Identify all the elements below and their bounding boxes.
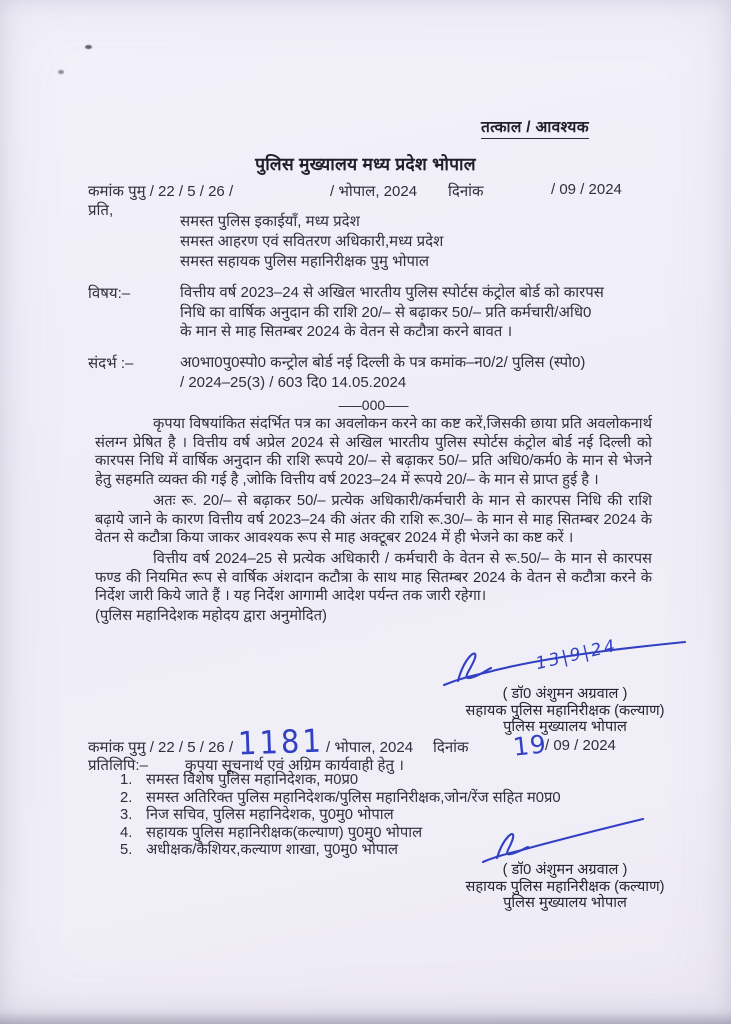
copy-list-item xyxy=(120,772,561,790)
signatory-name: ( डॉ0 अंशुमन अग्रवाल ) xyxy=(502,862,628,878)
signatory-name: ( डॉ0 अंशुमन अग्रवाल ) xyxy=(502,686,628,702)
reference-line: / 2024–25(3) / 603 दि0 14.05.2024 xyxy=(180,373,407,391)
urgency-label: तत्काल / आवश्यक xyxy=(481,115,589,139)
recipient-line: समस्त सहायक पुलिस महानिरीक्षक पुमु भोपाल xyxy=(180,253,430,270)
approval-note: (पुलिस महानिदेशक महोदय द्वारा अनुमोदित) xyxy=(95,608,327,625)
body-paragraph: अतः रू. 20/– से बढ़ाकर 50/– प्रत्येक अधिकारी/कर्मचारी के मान से कारपस निधि की राशि बढ़ाये जाने के कारण वित्तीय वर्ष 2023–24 की अंतर की राशि रू.30/– के मान से माह सितम्बर 2024 के वेतन से कटौत्रा किया जाकर आवश्यक रूप से माह अक्टूबर 2024 में ही भेजने का कष्ट करें । xyxy=(95,492,652,547)
copy-list-item xyxy=(120,790,561,808)
separator-000: –––000––– xyxy=(338,397,409,413)
recipient-line: समस्त आहरण एवं सवितरण अधिकारी,मध्य प्रदेश xyxy=(180,233,444,250)
item-number: 5. xyxy=(120,842,133,859)
signatory-office: पुलिस मुख्यालय भोपाल xyxy=(503,719,627,735)
letterhead-title: पुलिस मुख्यालय मध्य प्रदेश भोपाल xyxy=(255,154,476,174)
item-number: 3. xyxy=(120,807,133,824)
date-label: दिनांक xyxy=(433,739,469,756)
signature-ink xyxy=(475,816,675,864)
scan-speck xyxy=(58,70,64,74)
item-text: निज सचिव, पुलिस महानिदेशक, पु0मु0 भोपाल xyxy=(146,807,394,824)
recipient-line: समस्त पुलिस इकाईयॉं, मध्य प्रदेश xyxy=(180,213,360,230)
body-paragraph: वित्तीय वर्ष 2024–25 से प्रत्येक अधिकारी / कर्मचारी के वेतन से रू.50/– के मान से कारपस फण्ड की नियमित रूप से वार्षिक अंशदान कटौत्रा के साथ माह सितम्बर 2024 के वेतन से कटौत्रा करने के निर्देश जारी किये जाते हैं । यह निर्देश आगामी आदेश पर्यन्त तक जारी रहेगा। xyxy=(95,550,652,605)
salutation: प्रति, xyxy=(88,202,114,219)
letter-number: कमांक पुमु / 22 / 5 / 26 / xyxy=(88,183,234,200)
handwritten-day: 19 xyxy=(511,729,549,762)
reference-text xyxy=(180,353,585,392)
signatory-designation: सहायक पुलिस महानिरीक्षक (कल्याण) xyxy=(465,878,665,895)
date-label: दिनांक xyxy=(448,183,484,200)
subject-text xyxy=(180,283,604,342)
body-paragraph: कृपया विषयांकित संदर्भित पत्र का अवलोकन करने का कष्ट करें,जिसकी छाया प्रति अवलोकनार्थ संलग्न प्रेषित है । वित्तीय वर्ष अप्रेल 2024 से अखिल भारतीय पुलिस स्पोर्टस कंट्रोल बोर्ड नई दिल्ली को कारपस निधि में वार्षिक अनुदान की राशि रूपये 20/– से बढ़ाकर 50/– प्रति अधि0/कर्म0 के मान से भेजने हेतु सहमति व्यक्त की गई है ,जोकि वित्तीय वर्ष 2023–24 में रूपये 20/– के मान से प्राप्त हुई है । xyxy=(95,416,652,489)
scan-speck xyxy=(85,45,92,49)
subject-line: के मान से माह सितम्बर 2024 के वेतन से कटौत्रा करने बावत । xyxy=(180,323,513,340)
copy-to-label: प्रतिलिपि:– xyxy=(88,757,148,774)
paragraph-list xyxy=(95,415,652,606)
subject-line: वित्तीय वर्ष 2023–24 से अखिल भारतीय पुलिस स्पोर्टस कंट्रोल बोर्ड को कारपस xyxy=(180,284,604,301)
item-number: 4. xyxy=(120,824,133,841)
letter-date: / 09 / 2024 xyxy=(551,181,622,198)
handwritten-letter-number: 1181 xyxy=(237,721,325,763)
handwritten-signature-date: 13|9|24 xyxy=(533,635,620,675)
item-text: समस्त अतिरिक्त पुलिस महानिदेशक/पुलिस महानिरीक्षक,जोन/रेंज सहित म0प्र0 xyxy=(146,789,561,806)
item-number: 1. xyxy=(120,772,133,788)
reference-line: अ0भा0पु0स्पो0 कन्ट्रोल बोर्ड नई दिल्ली के पत्र कमांक–न0/2/ पुलिस (स्पो0) xyxy=(180,354,586,371)
signatory-office: पुलिस मुख्यालय भोपाल xyxy=(503,895,627,911)
letter-place: / भोपाल, 2024 xyxy=(330,183,418,200)
subject-label: विषय:– xyxy=(88,285,131,302)
signatory-designation: सहायक पुलिस महानिरीक्षक (कल्याण) xyxy=(465,702,665,719)
item-text: अधीक्षक/कैशियर,कल्याण शाखा, पु0मु0 भोपाल xyxy=(146,842,399,859)
letter-date: / 09 / 2024 xyxy=(545,737,616,754)
copy-to-note: कृपया सूचनार्थ एवं अग्रिम कार्यवाही हेतु । xyxy=(185,757,404,774)
signature-block-top xyxy=(420,635,710,736)
item-text: समस्त विशेष पुलिस महानिदेशक, म0प्र0 xyxy=(146,772,359,788)
item-number: 2. xyxy=(120,789,133,806)
letter-body xyxy=(95,397,652,626)
subject-line: निधि का वार्षिक अनुदान की राशि 20/– से बढ़ाकर 50/– प्रति कर्मचारी/अधि0 xyxy=(180,303,592,321)
recipient-list xyxy=(180,212,443,272)
item-text: सहायक पुलिस महानिरीक्षक(कल्याण) पु0मु0 भोपाल xyxy=(146,824,423,841)
letter-number: कमांक पुमु / 22 / 5 / 26 / xyxy=(88,739,234,756)
reference-label: संदर्भ :– xyxy=(88,355,134,372)
letter-place: / भोपाल, 2024 xyxy=(326,739,414,756)
signature-block-bottom xyxy=(420,818,710,912)
